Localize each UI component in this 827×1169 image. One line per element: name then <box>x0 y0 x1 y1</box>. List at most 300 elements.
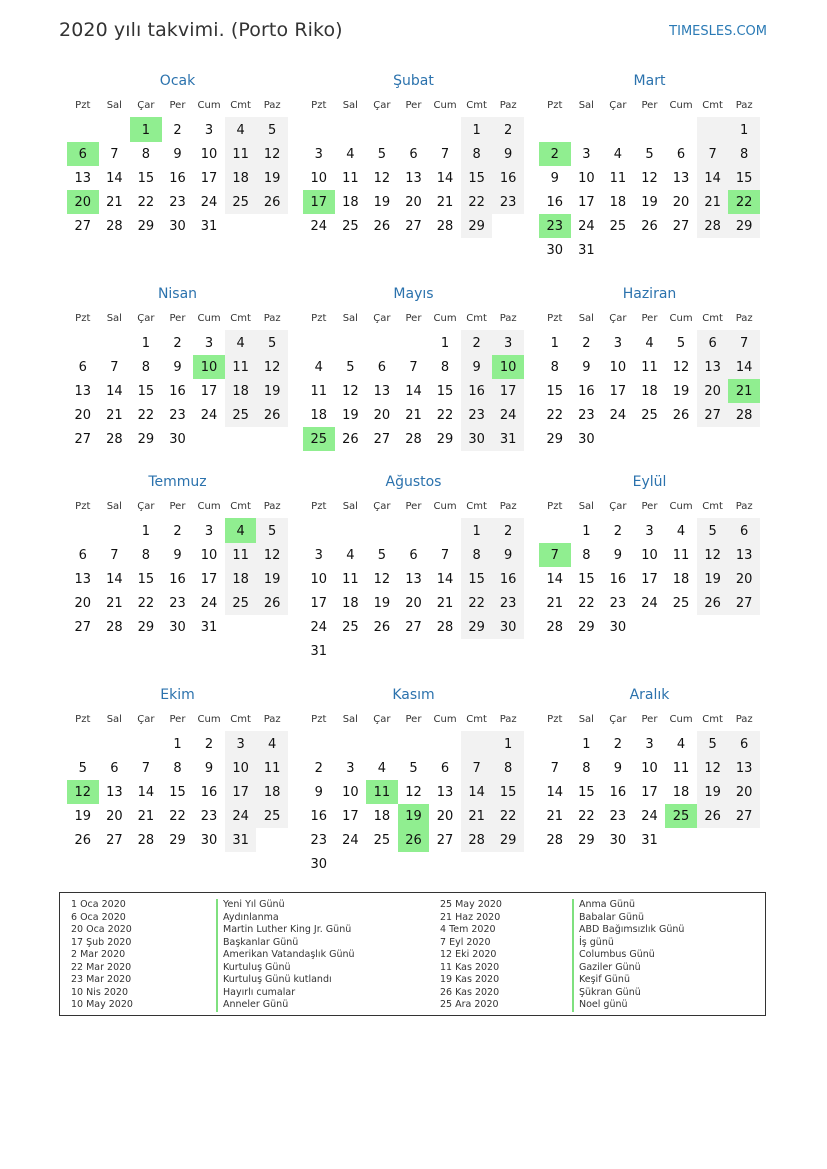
day-cell: 31 <box>200 218 218 234</box>
day-cell: 10 <box>578 170 595 186</box>
weekday-header: Cmt <box>466 312 487 324</box>
day-cell: 7 <box>110 359 119 375</box>
month-calendar <box>539 471 760 639</box>
day-cell: 13 <box>74 383 92 399</box>
day-cell: 21 <box>546 595 564 611</box>
day-cell: 8 <box>440 359 450 375</box>
day-cell: 12 <box>373 170 391 186</box>
holiday-date: 25 May 2020 <box>440 899 502 910</box>
day-cell: 9 <box>204 760 214 776</box>
day-cell: 23 <box>461 403 493 427</box>
day-cell: 15 <box>492 780 524 804</box>
month-name: Aralık <box>629 687 670 703</box>
week-row <box>539 567 760 591</box>
day-cell: 7 <box>440 547 450 563</box>
day-cell: 3 <box>225 731 257 756</box>
week-row <box>303 214 524 238</box>
empty-cell <box>130 731 162 756</box>
day-cell: 28 <box>436 619 454 635</box>
empty-cell <box>99 117 131 142</box>
empty-cell <box>492 852 524 876</box>
empty-cell <box>256 427 288 451</box>
day-cell: 4 <box>676 736 686 752</box>
empty-cell <box>429 731 461 756</box>
day-cell: 4 <box>314 359 323 375</box>
day-cell: 14 <box>106 170 123 186</box>
weekday-header: Paz <box>263 99 281 111</box>
day-cell: 11 <box>641 359 658 375</box>
day-cell: 18 <box>256 780 288 804</box>
day-cell: 11 <box>672 547 690 563</box>
weekday-header: Pzt <box>547 99 563 111</box>
holiday-day-cell: 7 <box>539 543 571 567</box>
weekday-header: Cum <box>433 312 457 324</box>
month-calendar <box>303 283 524 451</box>
day-cell: 11 <box>672 760 690 776</box>
week-row <box>303 615 524 639</box>
day-cell: 28 <box>728 403 760 427</box>
day-cell: 2 <box>314 760 323 776</box>
empty-cell <box>728 828 760 852</box>
day-cell: 2 <box>173 523 182 539</box>
day-cell: 18 <box>609 194 627 210</box>
day-cell: 27 <box>405 619 422 635</box>
empty-cell <box>335 518 367 543</box>
holiday-day-cell: 10 <box>492 355 524 379</box>
empty-cell <box>256 828 288 852</box>
day-cell: 8 <box>582 547 591 563</box>
week-row <box>303 543 524 567</box>
empty-cell <box>303 117 335 142</box>
weekday-header: Cum <box>669 312 693 324</box>
month-grid <box>303 307 524 451</box>
day-cell: 8 <box>461 543 493 567</box>
day-cell: 3 <box>613 335 623 351</box>
weekday-header: Çar <box>137 500 155 512</box>
holiday-dates-left <box>71 899 133 1012</box>
weekday-header: Per <box>405 99 422 111</box>
day-cell: 28 <box>546 832 564 848</box>
day-cell: 23 <box>609 808 627 824</box>
day-cell: 18 <box>672 784 690 800</box>
day-cell: 22 <box>461 591 493 615</box>
day-cell: 3 <box>314 146 323 162</box>
weekday-header: Sal <box>106 99 122 111</box>
day-cell: 10 <box>310 571 328 587</box>
day-cell: 27 <box>74 619 92 635</box>
week-row <box>303 142 524 166</box>
day-cell: 7 <box>728 330 760 355</box>
empty-cell <box>366 731 398 756</box>
day-cell: 5 <box>697 518 729 543</box>
week-row <box>539 117 760 142</box>
day-cell: 12 <box>697 756 729 780</box>
holiday-date: 26 Kas 2020 <box>440 986 500 998</box>
day-cell: 23 <box>492 190 524 214</box>
week-row <box>303 166 524 190</box>
month-calendar <box>539 70 760 262</box>
day-cell: 24 <box>200 595 218 611</box>
week-row <box>539 615 760 639</box>
day-cell: 18 <box>342 194 359 210</box>
weekday-header: Per <box>169 500 186 512</box>
day-cell: 4 <box>225 117 257 142</box>
day-cell: 3 <box>645 523 654 539</box>
day-cell: 14 <box>106 571 123 587</box>
month-calendar <box>539 684 760 852</box>
holiday-date: 2 Mar 2020 <box>71 949 126 960</box>
empty-cell <box>429 518 461 543</box>
holiday-day-cell: 26 <box>398 828 430 852</box>
week-row <box>539 238 760 262</box>
month-name: Nisan <box>157 286 198 302</box>
weekday-header: Paz <box>263 713 281 725</box>
weekday-header: Sal <box>578 99 594 111</box>
empty-cell <box>335 852 367 876</box>
week-row <box>303 355 524 379</box>
weekday-header: Per <box>405 312 422 324</box>
empty-cell <box>602 238 634 262</box>
day-cell: 30 <box>169 619 186 635</box>
day-cell: 15 <box>578 784 595 800</box>
day-cell: 26 <box>256 190 288 214</box>
month-grid <box>303 94 524 238</box>
day-cell: 17 <box>641 784 658 800</box>
empty-cell <box>398 639 430 663</box>
day-cell: 26 <box>672 407 690 423</box>
day-cell: 30 <box>578 431 595 447</box>
day-cell: 16 <box>609 784 627 800</box>
day-cell: 13 <box>405 571 422 587</box>
day-cell: 9 <box>314 784 323 800</box>
weekday-header: Pzt <box>311 500 327 512</box>
weekday-header: Çar <box>373 500 391 512</box>
weekday-header: Cum <box>197 99 221 111</box>
day-cell: 29 <box>728 214 760 238</box>
empty-cell <box>256 214 288 238</box>
weekday-header: Sal <box>578 312 594 324</box>
day-cell: 29 <box>137 619 155 635</box>
day-cell: 21 <box>106 194 123 210</box>
day-cell: 19 <box>256 379 288 403</box>
day-cell: 21 <box>436 194 454 210</box>
day-cell: 12 <box>641 170 658 186</box>
holiday-date: 22 Mar 2020 <box>71 961 132 973</box>
day-cell: 24 <box>609 407 627 423</box>
day-cell: 22 <box>546 407 564 423</box>
day-cell: 13 <box>436 784 454 800</box>
day-cell: 14 <box>137 784 155 800</box>
day-cell: 2 <box>492 117 524 142</box>
day-cell: 3 <box>204 523 214 539</box>
day-cell: 2 <box>582 335 591 351</box>
day-cell: 21 <box>106 407 123 423</box>
day-cell: 27 <box>405 218 422 234</box>
day-cell: 7 <box>110 146 119 162</box>
empty-cell <box>697 828 729 852</box>
day-cell: 18 <box>373 808 391 824</box>
holiday-date: 4 Tem 2020 <box>440 924 496 935</box>
day-cell: 20 <box>405 194 422 210</box>
weekday-header: Çar <box>137 99 155 111</box>
day-cell: 29 <box>546 431 564 447</box>
weekday-header: Per <box>641 500 658 512</box>
empty-cell <box>461 639 493 663</box>
day-cell: 9 <box>550 170 559 186</box>
day-cell: 14 <box>461 780 493 804</box>
day-cell: 21 <box>436 595 454 611</box>
day-cell: 23 <box>169 407 186 423</box>
day-cell: 28 <box>461 828 493 852</box>
empty-cell <box>366 117 398 142</box>
day-cell: 13 <box>728 543 760 567</box>
week-row <box>303 567 524 591</box>
day-cell: 5 <box>409 760 418 776</box>
month-calendar <box>67 471 288 639</box>
weekday-header: Çar <box>373 99 391 111</box>
day-cell: 19 <box>373 194 391 210</box>
holiday-day-cell: 11 <box>366 780 398 804</box>
day-cell: 9 <box>582 359 591 375</box>
day-cell: 29 <box>492 828 524 852</box>
day-cell: 14 <box>697 166 729 190</box>
weekday-header: Pzt <box>547 312 563 324</box>
empty-cell <box>634 615 666 639</box>
day-cell: 4 <box>225 330 257 355</box>
day-cell: 15 <box>546 383 564 399</box>
day-cell: 19 <box>697 780 729 804</box>
day-cell: 27 <box>74 218 92 234</box>
day-cell: 31 <box>310 643 328 659</box>
day-cell: 25 <box>225 591 257 615</box>
empty-cell <box>697 238 729 262</box>
day-cell: 17 <box>310 595 328 611</box>
day-cell: 11 <box>225 543 257 567</box>
day-cell: 16 <box>609 571 627 587</box>
day-cell: 25 <box>225 403 257 427</box>
weekday-header: Cum <box>669 713 693 725</box>
day-cell: 9 <box>613 760 623 776</box>
day-cell: 29 <box>578 619 595 635</box>
holiday-name: Columbus Günü <box>579 949 655 960</box>
week-row <box>539 543 760 567</box>
day-cell: 1 <box>582 736 591 752</box>
weekday-header: Paz <box>499 713 517 725</box>
day-cell: 13 <box>74 571 92 587</box>
weekday-header: Sal <box>106 500 122 512</box>
weekday-header: Sal <box>106 312 122 324</box>
day-cell: 19 <box>256 166 288 190</box>
weekday-header: Cmt <box>230 99 251 111</box>
day-cell: 14 <box>106 383 123 399</box>
weekday-header: Per <box>641 99 658 111</box>
week-row <box>303 780 524 804</box>
day-cell: 28 <box>697 214 729 238</box>
day-cell: 20 <box>74 595 92 611</box>
day-cell: 27 <box>106 832 123 848</box>
week-row <box>303 117 524 142</box>
day-cell: 22 <box>137 194 155 210</box>
day-cell: 26 <box>697 591 729 615</box>
day-cell: 20 <box>672 194 690 210</box>
day-cell: 31 <box>578 242 595 258</box>
month-calendar <box>67 684 288 852</box>
day-cell: 17 <box>200 571 218 587</box>
day-cell: 5 <box>346 359 355 375</box>
holiday-name: Gaziler Günü <box>579 961 641 973</box>
empty-cell <box>398 518 430 543</box>
week-row <box>539 427 760 451</box>
week-row <box>303 190 524 214</box>
day-cell: 7 <box>141 760 151 776</box>
holiday-day-cell: 1 <box>130 117 162 142</box>
day-cell: 6 <box>110 760 119 776</box>
weekday-header: Pzt <box>75 312 91 324</box>
weekday-header: Paz <box>263 500 281 512</box>
day-cell: 5 <box>377 547 387 563</box>
day-cell: 29 <box>578 832 595 848</box>
day-cell: 2 <box>204 736 214 752</box>
day-cell: 7 <box>550 760 559 776</box>
week-row <box>539 403 760 427</box>
day-cell: 25 <box>256 804 288 828</box>
weekday-header: Sal <box>342 500 358 512</box>
day-cell: 11 <box>609 170 627 186</box>
day-cell: 19 <box>641 194 658 210</box>
week-row <box>303 403 524 427</box>
day-cell: 10 <box>310 170 328 186</box>
holiday-date: 10 Nis 2020 <box>71 986 128 998</box>
week-row <box>67 427 288 451</box>
weekday-header: Cum <box>433 713 457 725</box>
day-cell: 20 <box>728 780 760 804</box>
day-cell: 12 <box>373 571 391 587</box>
day-cell: 27 <box>373 431 391 447</box>
weekday-header: Pzt <box>311 99 327 111</box>
day-cell: 8 <box>582 760 591 776</box>
day-cell: 27 <box>436 832 454 848</box>
holiday-dates-right <box>440 899 502 1012</box>
empty-cell <box>67 731 99 756</box>
weekday-header: Cmt <box>702 713 723 725</box>
day-cell: 16 <box>169 170 186 186</box>
day-cell: 23 <box>169 194 186 210</box>
day-cell: 20 <box>697 379 729 403</box>
empty-cell <box>398 852 430 876</box>
day-cell: 16 <box>169 383 186 399</box>
holiday-day-cell: 23 <box>539 214 571 238</box>
day-cell: 30 <box>200 832 218 848</box>
day-cell: 11 <box>310 383 328 399</box>
day-cell: 14 <box>436 170 454 186</box>
day-cell: 27 <box>672 218 690 234</box>
week-row <box>303 427 524 451</box>
day-cell: 24 <box>578 218 595 234</box>
weekday-header: Cum <box>433 99 457 111</box>
holiday-name: Babalar Günü <box>579 911 645 923</box>
holiday-name: Yeni Yıl Günü <box>223 899 285 910</box>
weekday-header: Çar <box>609 500 627 512</box>
week-row <box>67 615 288 639</box>
week-row <box>539 330 760 355</box>
day-cell: 4 <box>346 146 355 162</box>
day-cell: 2 <box>461 330 493 355</box>
day-cell: 28 <box>106 619 123 635</box>
day-cell: 12 <box>697 543 729 567</box>
weekday-header: Cmt <box>466 500 487 512</box>
day-cell: 19 <box>256 567 288 591</box>
weekday-header: Per <box>169 99 186 111</box>
month-calendar <box>539 283 760 451</box>
month-grid <box>303 708 524 876</box>
day-cell: 3 <box>346 760 355 776</box>
day-cell: 22 <box>137 407 155 423</box>
day-cell: 17 <box>200 383 218 399</box>
month-grid <box>67 307 288 451</box>
month-grid <box>539 307 760 451</box>
day-cell: 12 <box>256 142 288 166</box>
holiday-day-cell: 19 <box>398 804 430 828</box>
empty-cell <box>697 427 729 451</box>
day-cell: 1 <box>173 736 182 752</box>
day-cell: 2 <box>613 736 623 752</box>
month-grid <box>67 708 288 852</box>
weekday-header: Sal <box>578 500 594 512</box>
holiday-date: 12 Eki 2020 <box>440 949 497 960</box>
day-cell: 7 <box>409 359 418 375</box>
day-cell: 6 <box>78 359 87 375</box>
month-name: Mayıs <box>393 286 434 302</box>
day-cell: 15 <box>728 166 760 190</box>
week-row <box>67 355 288 379</box>
empty-cell <box>539 518 571 543</box>
weekday-header: Per <box>641 312 658 324</box>
holiday-name: Amerikan Vatandaşlık Günü <box>223 949 355 960</box>
day-cell: 17 <box>609 383 627 399</box>
day-cell: 31 <box>200 619 218 635</box>
month-calendar <box>67 283 288 451</box>
empty-cell <box>335 731 367 756</box>
week-row <box>67 214 288 238</box>
day-cell: 7 <box>697 142 729 166</box>
day-cell: 1 <box>141 523 151 539</box>
holiday-day-cell: 2 <box>539 142 571 166</box>
day-cell: 31 <box>641 832 658 848</box>
day-cell: 6 <box>697 330 729 355</box>
day-cell: 14 <box>546 571 564 587</box>
day-cell: 5 <box>256 518 288 543</box>
holiday-name: Kurtuluş Günü kutlandı <box>223 974 332 985</box>
day-cell: 28 <box>137 832 155 848</box>
weekday-header: Çar <box>373 713 391 725</box>
day-cell: 13 <box>74 170 92 186</box>
site-name[interactable]: TIMESLES.COM <box>669 24 767 39</box>
day-cell: 30 <box>461 427 493 451</box>
empty-cell <box>335 330 367 355</box>
weekday-header: Per <box>405 500 422 512</box>
weekday-header: Çar <box>609 99 627 111</box>
weekday-header: Sal <box>106 713 122 725</box>
day-cell: 18 <box>672 571 690 587</box>
day-cell: 23 <box>609 595 627 611</box>
weekday-header: Pzt <box>75 500 91 512</box>
week-row <box>67 567 288 591</box>
empty-cell <box>366 518 398 543</box>
weekday-header: Paz <box>735 312 753 324</box>
day-cell: 30 <box>546 242 564 258</box>
weekday-header: Sal <box>342 99 358 111</box>
month-grid <box>539 495 760 639</box>
